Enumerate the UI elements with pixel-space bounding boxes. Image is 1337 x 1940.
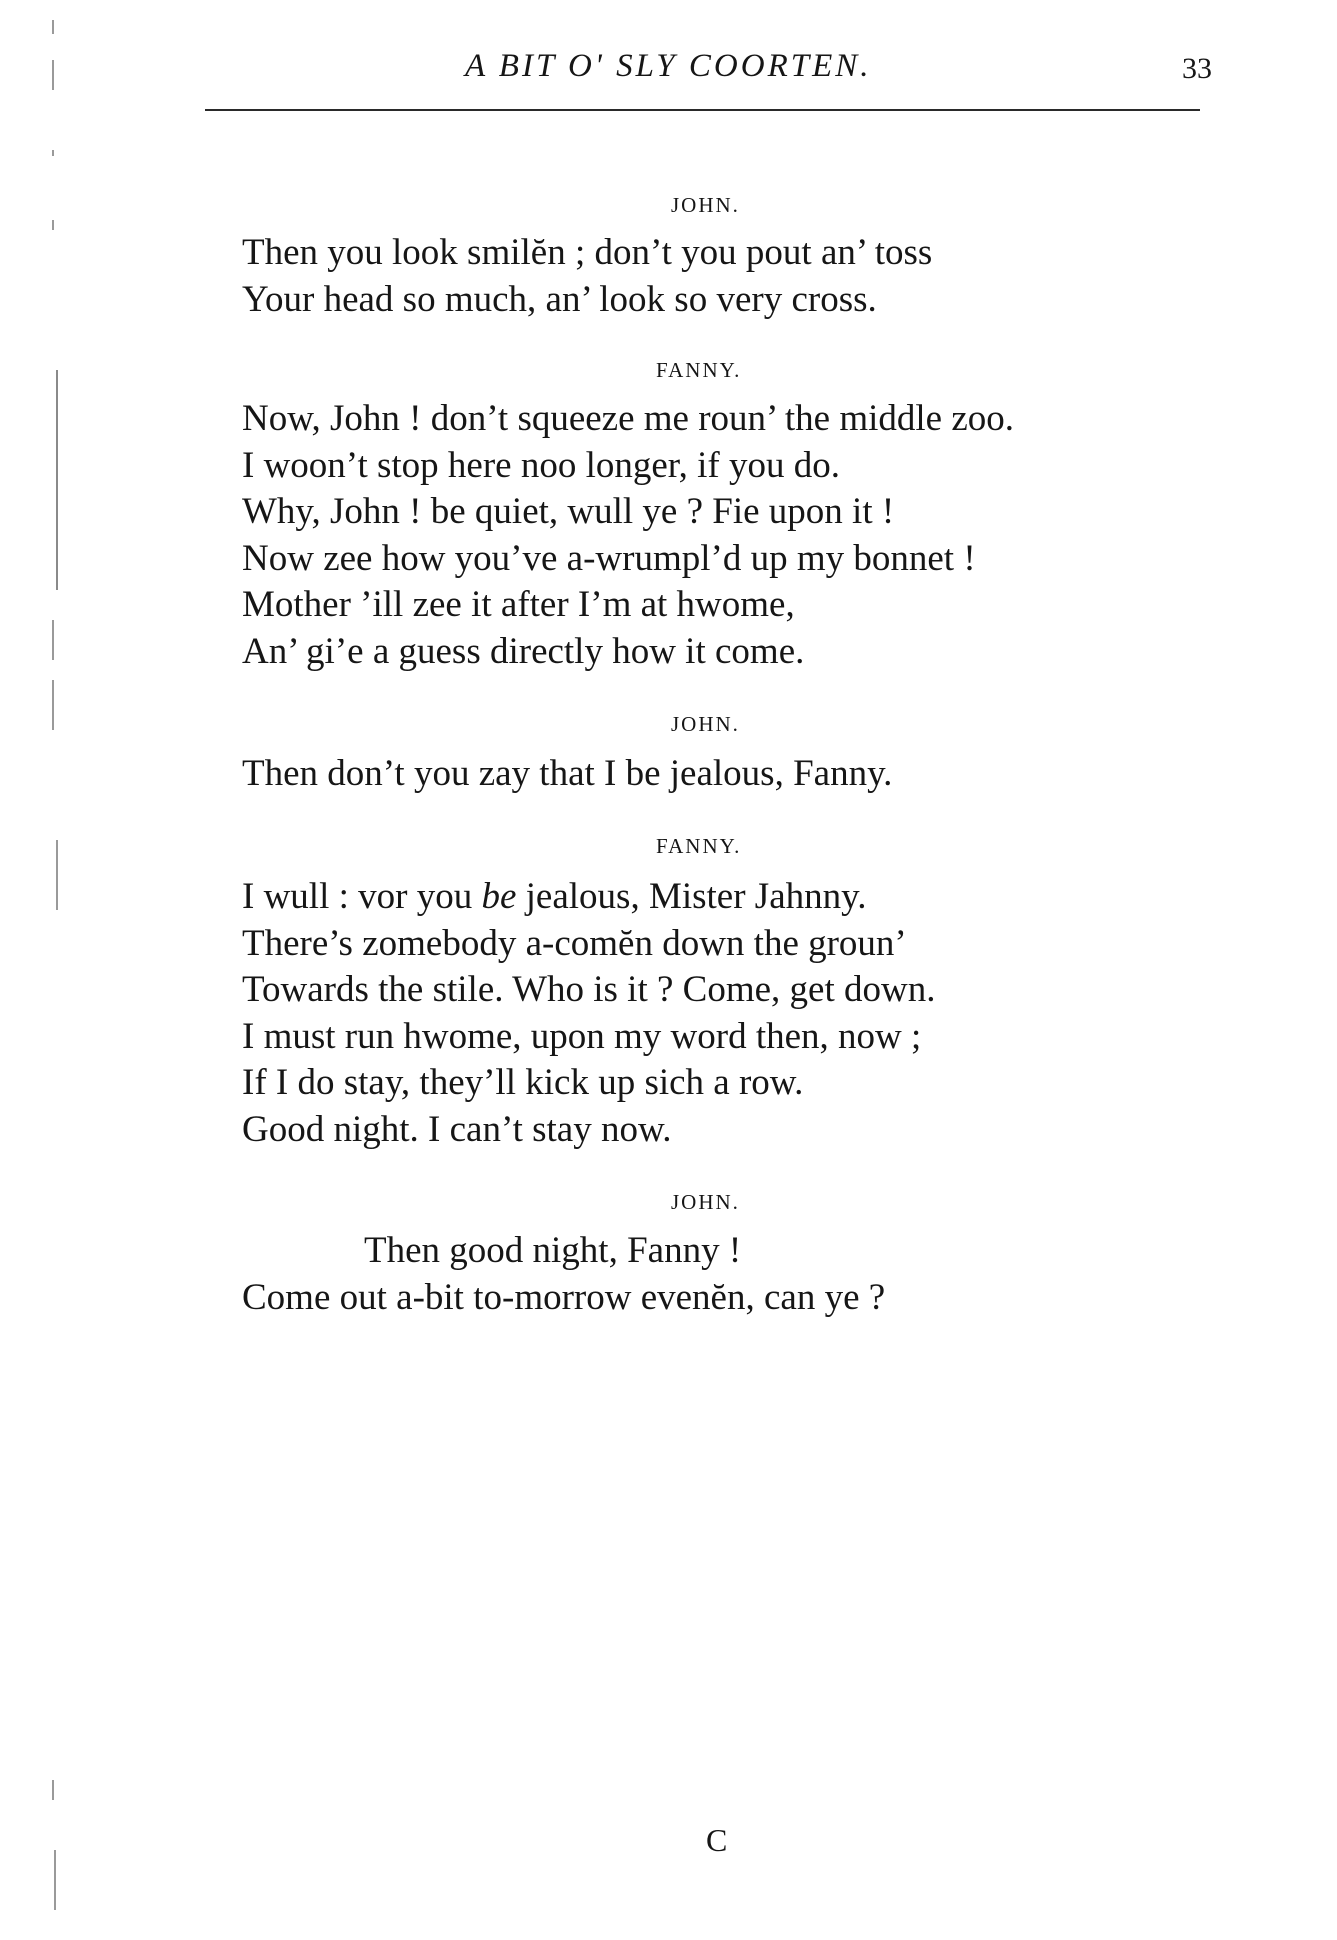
running-title: A BIT O' SLY COORTEN.: [465, 48, 872, 84]
verse-line: Then good night, Fanny !: [364, 1230, 742, 1271]
verse-line: Your head so much, an’ look so very cross.: [242, 279, 877, 320]
speaker-name: FANNY.: [656, 834, 742, 858]
header-rule: [205, 109, 1200, 111]
emphasis: be: [481, 876, 517, 917]
speaker-name: FANNY.: [656, 358, 742, 382]
verse-line: Then you look smilĕn ; don’t you pout an’ toss: [242, 232, 933, 273]
speaker-name: JOHN.: [671, 712, 740, 736]
page-number: 33: [1182, 52, 1212, 85]
verse-line: Mother ’ill zee it after I’m at hwome,: [242, 584, 795, 625]
verse-line: Now zee how you’ve a-wrumpl’d up my bonnet !: [242, 538, 976, 579]
speaker-name: JOHN.: [671, 1190, 740, 1214]
verse-line: Then don’t you zay that I be jealous, Fanny.: [242, 753, 893, 794]
verse-line: There’s zomebody a-comĕn down the groun’: [242, 923, 907, 964]
verse-line: An’ gi’e a guess directly how it come.: [242, 631, 805, 672]
verse-line: Why, John ! be quiet, wull ye ? Fie upon it !: [242, 491, 895, 532]
verse-line: Come out a-bit to-morrow evenĕn, can ye ?: [242, 1277, 886, 1318]
verse-line: If I do stay, they’ll kick up sich a row.: [242, 1062, 804, 1103]
speaker-name: JOHN.: [671, 193, 740, 217]
binding-edge-specks: [52, 20, 72, 1920]
signature-mark: C: [706, 1822, 728, 1858]
verse-line: Towards the stile. Who is it ? Come, get down.: [242, 969, 936, 1010]
verse-line: Now, John ! don’t squeeze me roun’ the middle zoo.: [242, 398, 1015, 439]
verse-line: Good night. I can’t stay now.: [242, 1109, 672, 1150]
verse-line: I must run hwome, upon my word then, now ;: [242, 1016, 922, 1057]
verse-line: I wull : vor you be jealous, Mister Jahnny.: [242, 876, 867, 917]
verse-line: I woon’t stop here noo longer, if you do.: [242, 445, 840, 486]
